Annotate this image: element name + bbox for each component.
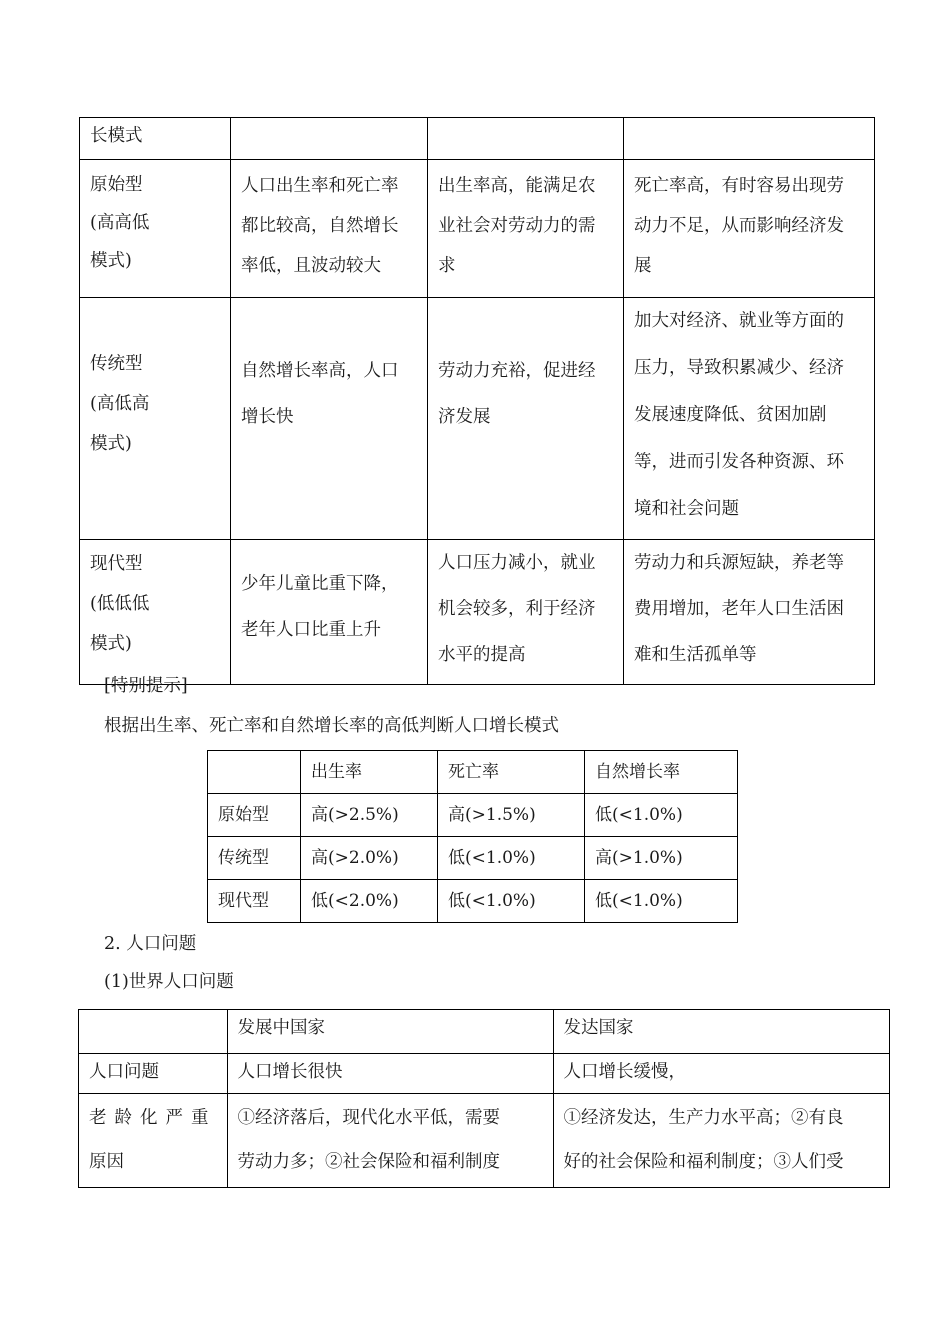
cell-line: ①经济发达，生产力水平高；②有良 [563, 1108, 844, 1128]
cell-line: 费用增加，老年人口生活困 [634, 599, 844, 619]
cell-line: (低低低 [90, 594, 150, 614]
table-row [80, 540, 875, 685]
table-cell: 低(<1.0%) [585, 794, 738, 837]
table-row [80, 118, 875, 160]
table-cell [80, 540, 231, 685]
table-cell: 低(<1.0%) [438, 837, 585, 880]
table-cell [231, 298, 428, 540]
table-header-row [208, 751, 738, 794]
table-cell: 人口增长很快 [227, 1054, 553, 1094]
table-cell: 高(>1.5%) [438, 794, 585, 837]
cell-line: 求 [438, 256, 456, 276]
cell-line: 劳动力充裕，促进经 [438, 360, 596, 381]
table-cell: 高(>2.0%) [301, 837, 438, 880]
cell-line: 出生率高，能满足农 [438, 176, 596, 196]
cell-line: 原因 [89, 1152, 124, 1172]
table-cell [428, 298, 624, 540]
cell-line: 死亡率高，有时容易出现劳 [634, 176, 844, 196]
table-cell [428, 160, 624, 298]
table-cell [428, 118, 624, 160]
table-cell [624, 118, 875, 160]
cell-line: 劳动力和兵源短缺，养老等 [634, 553, 844, 573]
table-cell [624, 540, 875, 685]
table-cell: 高(>2.5%) [301, 794, 438, 837]
cell-line: 人口压力减小，就业 [438, 553, 596, 573]
cell-line: 自然增长率高，人口 [241, 360, 399, 381]
cell-line: 压力，导致积累减少、经济 [634, 358, 844, 378]
table-cell: 人口问题 [79, 1054, 228, 1094]
tip-label: [特别提示] [104, 676, 188, 696]
table-row [208, 880, 738, 923]
cell-line: 现代型 [90, 554, 143, 574]
table-cell [231, 540, 428, 685]
cell-line: 老年人口比重上升 [241, 620, 381, 640]
cell-line: 老龄化严重 [89, 1108, 217, 1128]
table-header-cell: 死亡率 [438, 751, 585, 794]
table-cell [231, 118, 428, 160]
cell-line: 传统型 [90, 353, 143, 374]
table-cell: 低(<2.0%) [301, 880, 438, 923]
cell-line: 机会较多，利于经济 [438, 599, 596, 619]
table-cell: 传统型 [208, 837, 301, 880]
table-cell [79, 1094, 228, 1188]
cell-line: 率低，且波动较大 [241, 256, 381, 276]
table-cell [80, 160, 231, 298]
cell-line: 发展速度降低、贫困加剧 [634, 405, 827, 425]
table-header-row [79, 1010, 890, 1054]
table-cell [80, 118, 231, 160]
table-cell: 人口增长缓慢， [553, 1054, 889, 1094]
cell-line: 人口出生率和死亡率 [241, 176, 399, 196]
table-row [208, 837, 738, 880]
cell-line: 加大对经济、就业等方面的 [634, 311, 844, 331]
cell-line: 难和生活孤单等 [634, 645, 757, 665]
table-row [79, 1054, 890, 1094]
cell-line: 少年儿童比重下降， [241, 574, 399, 594]
table-cell [428, 540, 624, 685]
cell-line: 都比较高，自然增长 [241, 216, 399, 236]
cell-line: 好的社会保险和福利制度；③人们受 [563, 1152, 844, 1172]
table-cell: 低(<1.0%) [585, 880, 738, 923]
cell-line: 展 [634, 256, 652, 276]
table-cell: 原始型 [208, 794, 301, 837]
world-population-table [78, 1009, 890, 1188]
table-row [208, 794, 738, 837]
table-header-cell: 自然增长率 [585, 751, 738, 794]
cell-line: 劳动力多；②社会保险和福利制度 [237, 1152, 500, 1172]
cell-line: 增长快 [241, 406, 294, 427]
population-pattern-table [79, 117, 875, 685]
section-title: 2. 人口问题 [104, 934, 197, 954]
cell-line: (高高低 [90, 213, 150, 233]
table-header-cell: 发达国家 [553, 1010, 889, 1054]
cell-line: 模式) [90, 634, 132, 654]
table-cell: 高(>1.0%) [585, 837, 738, 880]
tip-text: 根据出生率、死亡率和自然增长率的高低判断人口增长模式 [104, 716, 559, 736]
table-row [80, 160, 875, 298]
table-cell [553, 1094, 889, 1188]
cell-line: 济发展 [438, 406, 491, 427]
cell-line: 境和社会问题 [634, 499, 739, 519]
cell-line: 模式) [90, 251, 132, 271]
table-row [79, 1094, 890, 1188]
cell-line: (高低高 [90, 393, 150, 414]
table-header-cell [79, 1010, 228, 1054]
cell-line: 长模式 [90, 126, 143, 146]
table-cell [80, 298, 231, 540]
table-header-cell: 出生率 [301, 751, 438, 794]
table-cell [227, 1094, 553, 1188]
table-header-cell [208, 751, 301, 794]
cell-line: 业社会对劳动力的需 [438, 216, 596, 236]
cell-line: 原始型 [90, 175, 143, 195]
rate-criteria-table [207, 750, 738, 923]
cell-line: 动力不足，从而影响经济发 [634, 216, 844, 236]
cell-line: 等，进而引发各种资源、环 [634, 452, 844, 472]
table-header-cell: 发展中国家 [227, 1010, 553, 1054]
table-cell [624, 298, 875, 540]
table-row [80, 298, 875, 540]
cell-line: 模式) [90, 433, 132, 454]
table-cell: 现代型 [208, 880, 301, 923]
table-cell [231, 160, 428, 298]
cell-line: 水平的提高 [438, 645, 526, 665]
table-cell [624, 160, 875, 298]
table-cell: 低(<1.0%) [438, 880, 585, 923]
subsection-title: (1)世界人口问题 [104, 972, 234, 992]
cell-line: ①经济落后，现代化水平低，需要 [237, 1108, 500, 1128]
